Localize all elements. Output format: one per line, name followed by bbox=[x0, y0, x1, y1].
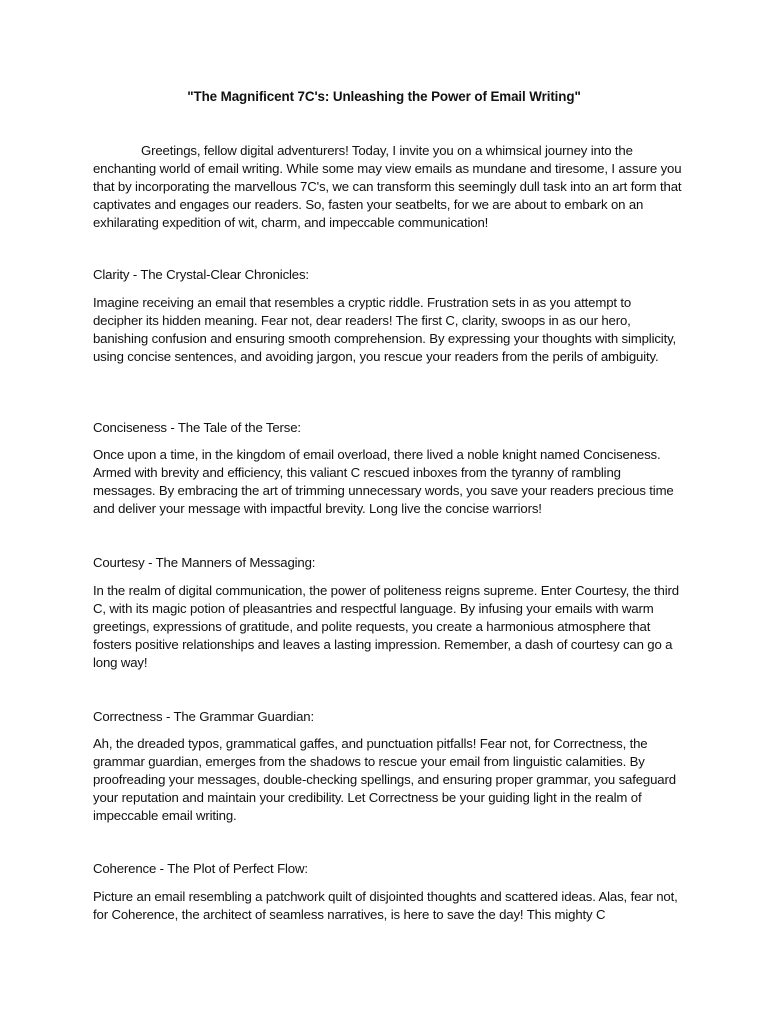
section-body-coherence: Picture an email resembling a patchwork quilt of disjointed thoughts and scattered ideas. Alas, fear not, for Coherence, the architect of seamless narratives, is here to save the day! This mighty C bbox=[93, 889, 678, 922]
section-body-correctness: Ah, the dreaded typos, grammatical gaffes, and punctuation pitfalls! Fear not, for Correctness, the grammar guardian, emerges from the shadows to rescue your email from linguistic calamities. By proofreading your messages, double-checking spellings, and ensuring proper grammar, you safeguard your reputation and maintain your credibility. Let Correctness be your guiding light in the realm of impeccable email writing. bbox=[93, 736, 676, 823]
section-body-clarity: Imagine receiving an email that resembles a cryptic riddle. Frustration sets in as you attempt to decipher its hidden meaning. Fear not, dear readers! The first C, clarity, swoops in as our hero, banishing confusion and ensuring smooth comprehension. By expressing your thoughts with simplicity, using concise sentences, and avoiding jargon, you rescue your readers from the perils of ambiguity. bbox=[93, 295, 677, 364]
intro-paragraph: Greetings, fellow digital adventurers! Today, I invite you on a whimsical journey into the enchanting world of email writing. While some may view emails as mundane and tiresome, I assure you that by incorporating the marvellous 7C's, we can transform this seemingly dull task into an art form that captivates and engages our readers. So, fasten your seatbelts, for we are about to embark on an exhilarating expedition of wit, charm, and impeccable communication! bbox=[93, 143, 682, 230]
section-heading-clarity: Clarity - The Crystal-Clear Chronicles: bbox=[93, 267, 309, 282]
section-body-courtesy: In the realm of digital communication, the power of politeness reigns supreme. Enter Courtesy, the third C, with its magic potion of pleasantries and respectful language. By infusing your emails with warm greetings, expressions of gratitude, and polite requests, you create a harmonious atmosphere that fosters positive relationships and leaves a lasting impression. Remember, a dash of courtesy can go a long way! bbox=[93, 583, 679, 670]
section-heading-correctness: Correctness - The Grammar Guardian: bbox=[93, 709, 314, 724]
section-heading-courtesy: Courtesy - The Manners of Messaging: bbox=[93, 555, 316, 570]
section-body-conciseness: Once upon a time, in the kingdom of email overload, there lived a noble knight named Conciseness. Armed with brevity and efficiency, this valiant C rescued inboxes from the tyranny of rambling messages. By embracing the art of trimming unnecessary words, you save your readers precious time and deliver your message with impactful brevity. Long live the concise warriors! bbox=[93, 447, 674, 516]
document-title: "The Magnificent 7C's: Unleashing the Power of Email Writing" bbox=[187, 89, 581, 104]
section-heading-coherence: Coherence - The Plot of Perfect Flow: bbox=[93, 861, 308, 876]
section-heading-conciseness: Conciseness - The Tale of the Terse: bbox=[93, 420, 301, 435]
